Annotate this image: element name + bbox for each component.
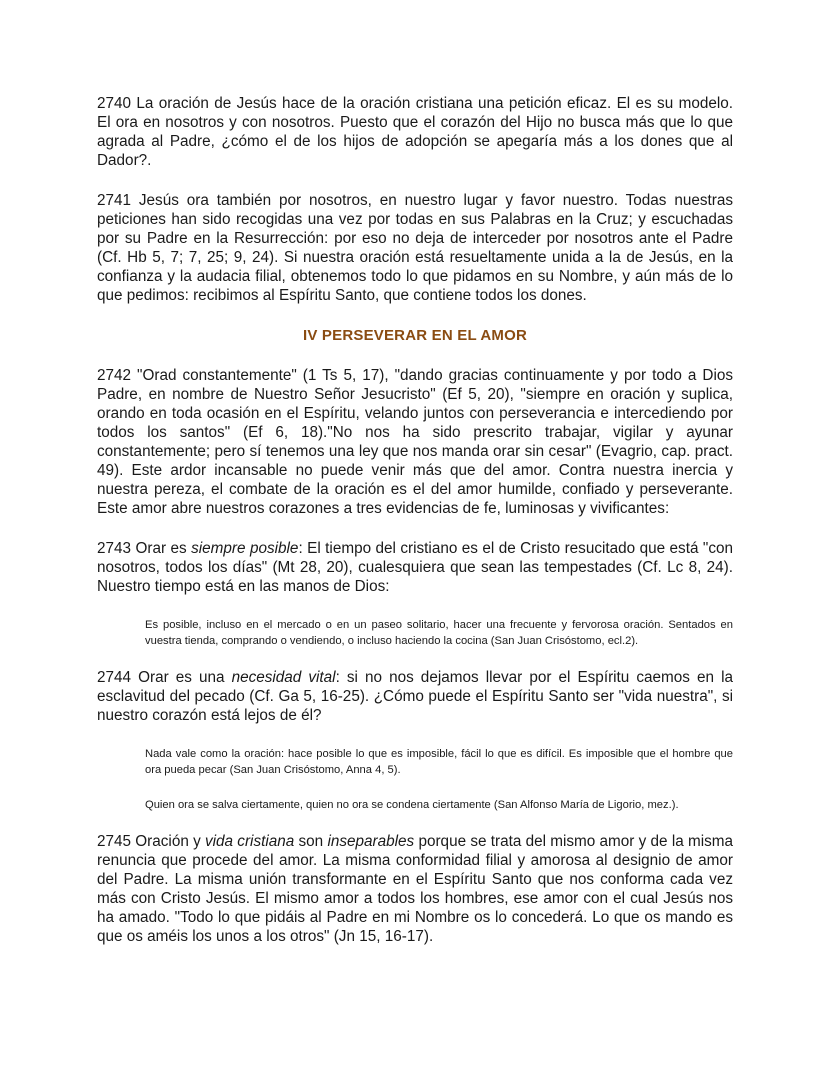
quote-2744-b: Quien ora se salva ciertamente, quien no ora se condena ciertamente (San Alfonso María de Ligorio, mez.).: [145, 799, 679, 811]
paragraph-2745-post: porque se trata del mismo amor y de la misma renuncia que procede del amor. La misma conformidad filial y amorosa al designio de amor del Padre. La misma unión transformante en el Espíritu Santo que nos conforma cada vez más con Cristo Jesús. El mismo amor a todos los hombres, ese amor con el cual Jesús nos ha amado. "Todo lo que pidáis al Padre en mi Nombre os lo concederá. Lo que os mando es que os améis los unos a los otros" (Jn 15, 16-17).: [97, 833, 734, 945]
paragraph-2744: [97, 668, 733, 725]
paragraph-2742: 2742 "Orad constantemente" (1 Ts 5, 17), "dando gracias continuamente y por todo a Dios Padre, en nombre de Nuestro Señor Jesucristo" (Ef 5, 20), "siempre en oración y suplica, orando en toda ocasión en el Espíritu, velando juntos con perseverancia e intercediendo por todos los santos" (Ef 6, 18)."No nos ha sido prescrito trabajar, vigilar y ayunar constantemente; pero sí tenemos una ley que nos manda orar sin cesar" (Evagrio, cap. pract. 49). Este ardor incansable no puede venir más que del amor. Contra nuestra inercia y nuestra pereza, el combate de la oración es el del amor humilde, confiado y perseverante. Este amor abre nuestros corazones a tres evidencias de fe, luminosas y vivificantes:: [97, 367, 733, 517]
quote-2743: Es posible, incluso en el mercado o en un paseo solitario, hacer una frecuente y fervorosa oración. Sentados en vuestra tienda, comprando o vendiendo, o incluso haciendo la cocina (San Juan Crisóstomo, ecl.2).: [145, 619, 733, 647]
paragraph-2743-emphasis: siempre posible: [191, 540, 299, 557]
paragraph-2745-emphasis-1: vida cristiana: [205, 833, 295, 850]
paragraph-2743: [97, 539, 733, 596]
paragraph-2741: 2741 Jesús ora también por nosotros, en nuestro lugar y favor nuestro. Todas nuestras peticiones han sido recogidas una vez por todas en sus Palabras en la Cruz; y escuchadas por su Padre en la Resurrección: por eso no deja de interceder por nosotros ante el Padre (Cf. Hb 5, 7; 7, 25; 9, 24). Si nuestra oración está resueltamente unida a la de Jesús, en la confianza y la audacia filial, obtenemos todo lo que pidamos en su Nombre, y aún más de lo que pedimos: recibimos al Espíritu Santo, que contiene todos los dones.: [97, 192, 733, 304]
paragraph-2743-post: : El tiempo del cristiano es el de Cristo resucitado que está "con nosotros, todos los días" (Mt 28, 20), cualesquiera que sean las tempestades (Cf. Lc 8, 24). Nuestro tiempo está en las manos de Dios:: [97, 540, 733, 595]
paragraph-2743-pre: 2743 Orar es: [97, 540, 192, 557]
paragraph-2740: 2740 La oración de Jesús hace de la oración cristiana una petición eficaz. El es su modelo. El ora en nosotros y con nosotros. Puesto que el corazón del Hijo no busca más que lo que agrada al Padre, ¿cómo el de los hijos de adopción se apegaría más a los dones que al Dador?.: [97, 95, 733, 169]
paragraph-2745: [97, 832, 733, 946]
paragraph-2744-emphasis: necesidad vital: [231, 669, 336, 686]
document-page: [97, 94, 733, 967]
quote-2744-a: Nada vale como la oración: hace posible lo que es imposible, fácil lo que es difícil. Es imposible que el hombre que ora pueda pecar (San Juan Crisóstomo, Anna 4, 5).: [145, 748, 733, 776]
paragraph-2745-emphasis-2: inseparables: [327, 833, 415, 850]
paragraph-2744-pre: 2744 Orar es una: [97, 669, 232, 686]
paragraph-2744-post: : si no nos dejamos llevar por el Espíritu caemos en la esclavitud del pecado (Cf. Ga 5, 16-25). ¿Cómo puede el Espíritu Santo ser "vida nuestra", si nuestro corazón está lejos de él?: [97, 669, 733, 724]
paragraph-2745-mid: son: [294, 833, 328, 850]
section-heading: IV PERSEVERAR EN EL AMOR: [302, 327, 527, 344]
paragraph-2745-pre: 2745 Oración y: [97, 833, 205, 850]
